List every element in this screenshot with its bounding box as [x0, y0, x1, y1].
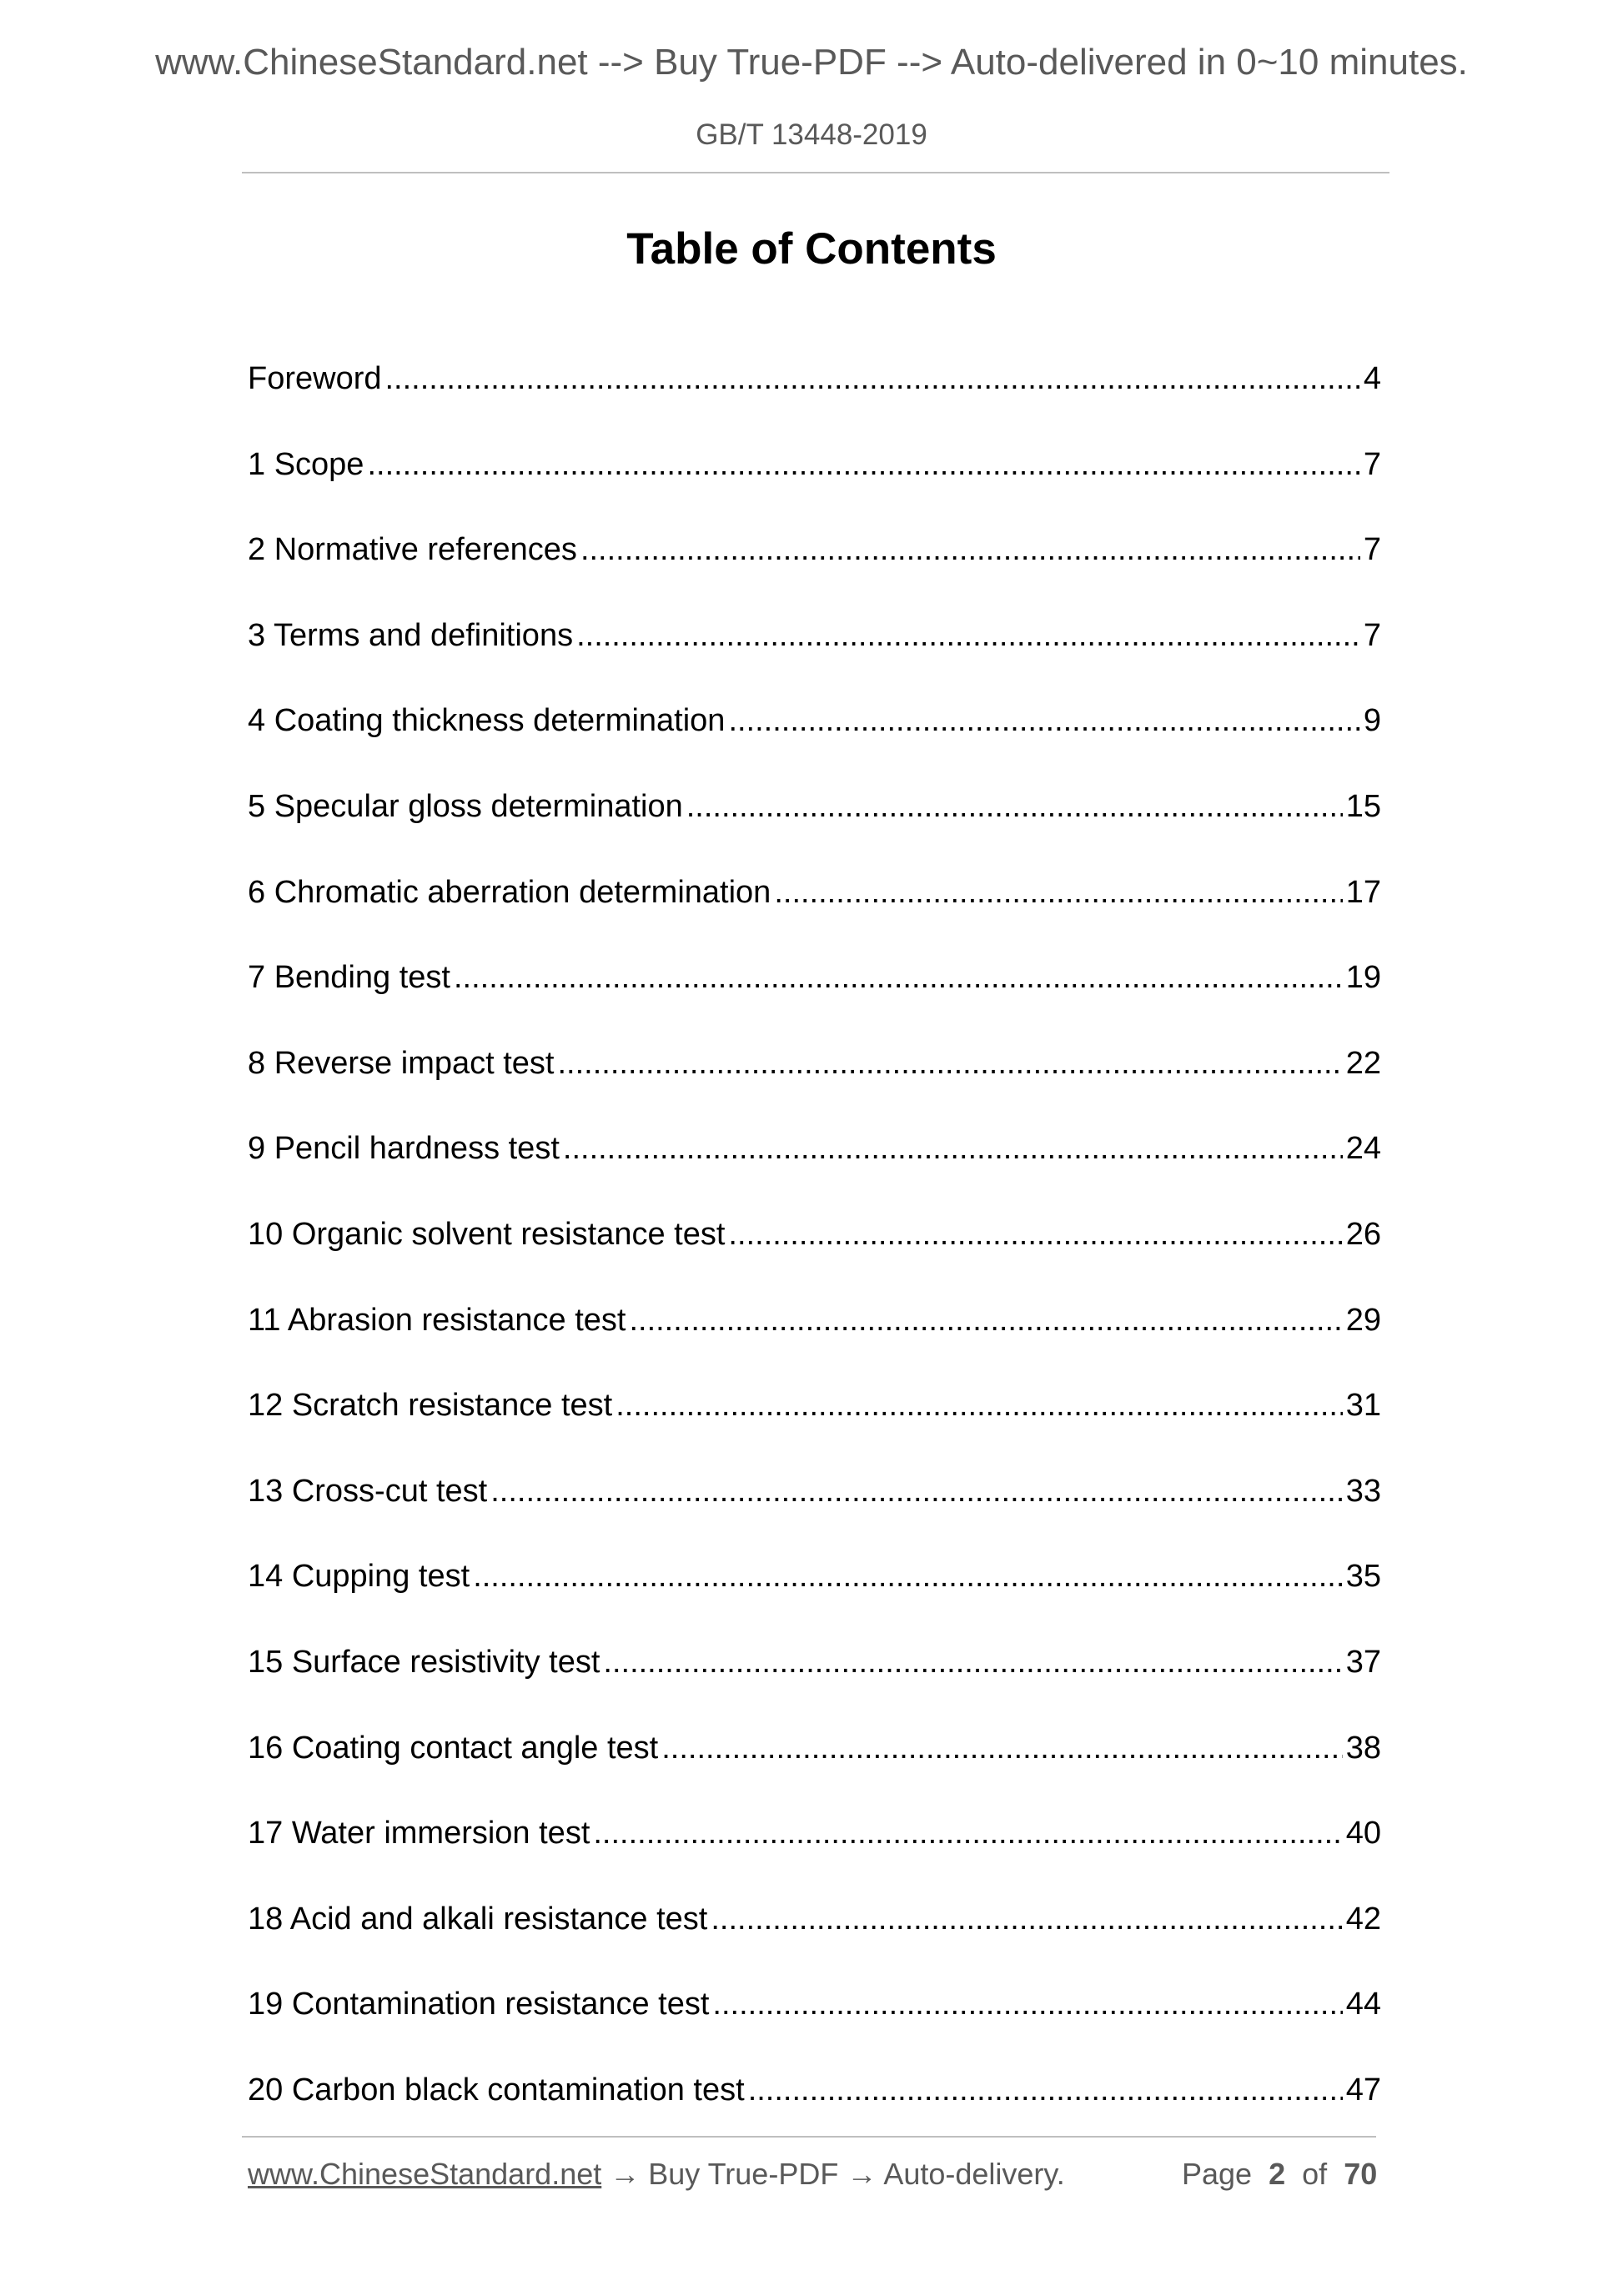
toc-leader-dots: [728, 1213, 1342, 1256]
toc-entry-cupping-test[interactable]: [248, 1555, 1381, 1640]
toc-entry-page: 44: [1345, 1987, 1381, 2022]
toc-leader-dots: [616, 1384, 1343, 1427]
page-indicator: [1182, 2157, 1377, 2192]
toc-entry-label: 19 Contamination resistance test: [248, 1987, 710, 2022]
toc-entry-page: 24: [1345, 1131, 1381, 1167]
toc-entry-contact-angle[interactable]: [248, 1726, 1381, 1812]
toc-entry-chromatic-aberration[interactable]: [248, 871, 1381, 957]
toc-leader-dots: [711, 1897, 1342, 1941]
toc-entry-coating-thickness[interactable]: [248, 699, 1381, 785]
toc-leader-dots: [593, 1811, 1342, 1855]
toc-entry-page: 7: [1363, 446, 1381, 482]
toc-entry-page: 17: [1345, 874, 1381, 910]
toc-leader-dots: [580, 528, 1360, 571]
toc-leader-dots: [712, 1982, 1342, 2026]
toc-entry-cross-cut[interactable]: [248, 1470, 1381, 1555]
toc-entry-page: 31: [1345, 1388, 1381, 1424]
toc-entry-label: 13 Cross-cut test: [248, 1473, 488, 1509]
toc-entry-page: 4: [1363, 361, 1381, 396]
toc-entry-page: 7: [1363, 532, 1381, 568]
toc-entry-label: 16 Coating contact angle test: [248, 1730, 659, 1766]
toc-entry-specular-gloss[interactable]: [248, 785, 1381, 871]
toc-leader-dots: [629, 1299, 1342, 1342]
toc-entry-label: Foreword: [248, 361, 382, 396]
toc-leader-dots: [557, 1042, 1342, 1085]
toc-entry-label: 20 Carbon black contamination test: [248, 2072, 745, 2108]
toc-entry-page: 38: [1345, 1730, 1381, 1766]
toc-leader-dots: [454, 956, 1343, 999]
toc-leader-dots: [385, 357, 1360, 400]
footer-divider: [242, 2136, 1376, 2138]
total-page-count: 70: [1344, 2157, 1378, 2191]
toc-entry-label: 6 Chromatic aberration determination: [248, 874, 771, 910]
toc-entry-label: 10 Organic solvent resistance test: [248, 1216, 726, 1252]
toc-leader-dots: [661, 1726, 1343, 1770]
toc-entry-scratch-resistance[interactable]: [248, 1384, 1381, 1470]
toc-list: [248, 357, 1381, 2153]
toc-entry-acid-alkali[interactable]: [248, 1897, 1381, 1983]
toc-leader-dots: [748, 2068, 1343, 2112]
toc-entry-label: 2 Normative references: [248, 532, 577, 568]
toc-entry-label: 11 Abrasion resistance test: [248, 1302, 626, 1338]
toc-entry-page: 42: [1345, 1901, 1381, 1937]
toc-leader-dots: [473, 1555, 1343, 1598]
toc-entry-normative-references[interactable]: [248, 528, 1381, 614]
top-banner: www.ChineseStandard.net --> Buy True-PDF --> Auto-delivered in 0~10 minutes.: [155, 42, 1468, 83]
current-page-number: 2: [1269, 2157, 1286, 2191]
toc-entry-page: 29: [1345, 1302, 1381, 1338]
toc-entry-page: 22: [1345, 1045, 1381, 1081]
toc-entry-page: 26: [1345, 1216, 1381, 1252]
toc-entry-page: 35: [1345, 1559, 1381, 1595]
toc-entry-page: 37: [1345, 1644, 1381, 1680]
toc-entry-page: 9: [1363, 703, 1381, 739]
of-word: of: [1302, 2157, 1328, 2191]
toc-entry-contamination-resistance[interactable]: [248, 1982, 1381, 2068]
toc-entry-label: 17 Water immersion test: [248, 1816, 590, 1851]
toc-leader-dots: [728, 699, 1359, 742]
toc-leader-dots: [603, 1640, 1342, 1684]
toc-entry-label: 5 Specular gloss determination: [248, 788, 683, 824]
toc-entry-label: 7 Bending test: [248, 960, 450, 996]
toc-leader-dots: [490, 1470, 1343, 1513]
toc-entry-organic-solvent[interactable]: [248, 1213, 1381, 1299]
footer-tagline: → Buy True-PDF → Auto-delivery.: [601, 2157, 1065, 2191]
toc-entry-surface-resistivity[interactable]: [248, 1640, 1381, 1726]
toc-entry-label: 18 Acid and alkali resistance test: [248, 1901, 708, 1937]
toc-title: Table of Contents: [626, 224, 997, 274]
toc-entry-bending-test[interactable]: [248, 956, 1381, 1042]
toc-entry-reverse-impact[interactable]: [248, 1042, 1381, 1128]
toc-entry-page: 47: [1345, 2072, 1381, 2108]
footer-website-link[interactable]: www.ChineseStandard.net: [248, 2157, 602, 2191]
page-footer: [248, 2157, 1382, 2192]
toc-entry-label: 1 Scope: [248, 446, 364, 482]
toc-entry-label: 8 Reverse impact test: [248, 1045, 555, 1081]
toc-entry-carbon-black[interactable]: [248, 2068, 1381, 2154]
page-word: Page: [1182, 2157, 1253, 2191]
toc-entry-label: 9 Pencil hardness test: [248, 1131, 560, 1167]
header-divider: [242, 172, 1389, 173]
toc-leader-dots: [774, 871, 1342, 914]
toc-entry-label: 12 Scratch resistance test: [248, 1388, 613, 1424]
toc-entry-label: 3 Terms and definitions: [248, 617, 574, 653]
toc-entry-page: 33: [1345, 1473, 1381, 1509]
toc-entry-label: 14 Cupping test: [248, 1559, 470, 1595]
toc-leader-dots: [686, 785, 1343, 828]
toc-entry-foreword[interactable]: [248, 357, 1381, 443]
toc-leader-dots: [367, 443, 1359, 486]
toc-entry-pencil-hardness[interactable]: [248, 1127, 1381, 1213]
toc-entry-page: 7: [1363, 617, 1381, 653]
toc-entry-scope[interactable]: [248, 443, 1381, 529]
toc-entry-page: 19: [1345, 960, 1381, 996]
toc-leader-dots: [563, 1127, 1343, 1170]
toc-leader-dots: [576, 614, 1360, 657]
toc-entry-label: 4 Coating thickness determination: [248, 703, 726, 739]
toc-entry-page: 15: [1345, 788, 1381, 824]
toc-entry-label: 15 Surface resistivity test: [248, 1644, 600, 1680]
document-code: GB/T 13448-2019: [696, 118, 927, 151]
toc-entry-water-immersion[interactable]: [248, 1811, 1381, 1897]
toc-entry-terms-and-definitions[interactable]: [248, 614, 1381, 700]
toc-entry-abrasion-resistance[interactable]: [248, 1299, 1381, 1384]
toc-entry-page: 40: [1345, 1816, 1381, 1851]
